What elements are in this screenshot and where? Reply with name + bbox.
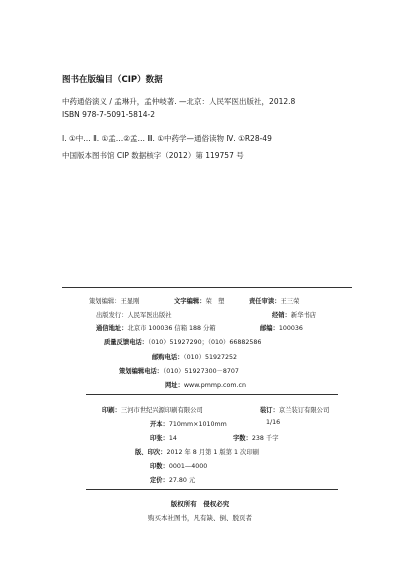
cip-isbn: ISBN 978-7-5091-5814-2 [62,110,155,119]
cip-classification: Ⅰ. ①中… Ⅱ. ①孟…②孟… Ⅲ. ①中药学—通俗读物 Ⅳ. ①R28-49 [62,134,272,143]
mail-order-phone: 邮购电话：（010）51927252 [152,354,237,361]
binder: 装订：京兰装订有限公司 [260,407,330,414]
publisher: 出版发行：人民军医出版社 [96,312,172,319]
text-editor: 文字编辑：荣 塑 [174,298,225,305]
distributor: 经销：新华书店 [272,312,317,319]
website: 网址：www.pmmp.com.cn [165,382,246,389]
printer: 印刷：三河市世纪兴源印刷有限公司 [102,407,203,414]
quality-feedback-phone: 质量反馈电话：（010）51927290；（010）66882586 [104,339,262,346]
divider-top [62,287,352,288]
divider-bottom [86,489,338,490]
cip-title: 图书在版编目（CIP）数据 [62,75,163,85]
divider-middle [86,394,338,395]
book-format-fold: 1/16 [266,419,281,426]
cip-record-number: 中国版本图书馆 CIP 数据核字（2012）第 119757 号 [62,151,244,160]
print-run: 印数：0001—4000 [150,463,208,470]
book-format: 开本：710mm×1010mm [150,421,227,428]
mailing-address: 通信地址：北京市 100036 信箱 188 分箱 [96,325,216,332]
cip-bibliographic-line: 中药通俗演义 / 孟琳升，孟仲岐著. —北京：人民军医出版社，2012.8 [62,97,296,106]
editorial-phone: 策划编辑电话：（010）51927300－8707 [119,368,239,375]
edition-printing: 版、印次：2012 年 8 月第 1 版第 1 次印刷 [135,449,259,456]
postcode: 邮编：100036 [260,325,303,332]
defect-notice: 购买本社图书，凡有缺、倒、脱页者 [148,514,252,522]
printed-sheets: 印张：14 [150,435,177,442]
reviewer: 责任审读：王三荣 [249,298,300,305]
price: 定价：27.80 元 [150,477,196,484]
planning-editor: 策划编辑：王显刚 [89,298,140,305]
word-count: 字数：238 千字 [233,435,279,442]
copyright-notice: 版权所有 侵权必究 [170,500,230,508]
